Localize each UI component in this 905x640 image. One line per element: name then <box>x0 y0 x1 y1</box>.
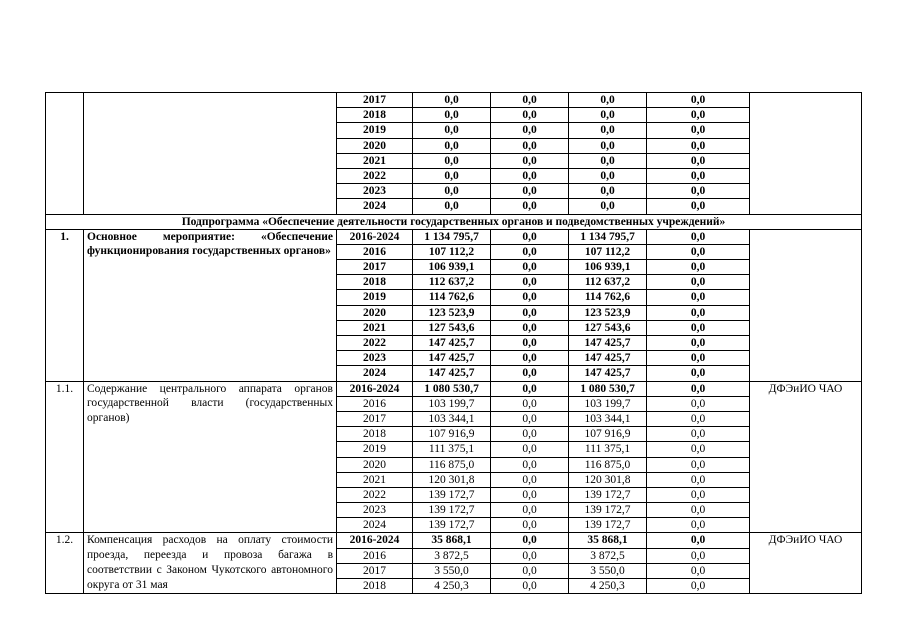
value-cell: 0,0 <box>647 244 750 259</box>
year-cell: 2023 <box>337 184 413 199</box>
value-cell: 0,0 <box>413 168 491 183</box>
value-cell: 1 080 530,7 <box>569 381 647 396</box>
executor-cell: ДФЭиИО ЧАО <box>750 381 862 533</box>
executor-cell <box>750 229 862 381</box>
index-cell <box>46 93 84 215</box>
value-cell: 0,0 <box>647 305 750 320</box>
year-cell: 2024 <box>337 199 413 214</box>
value-cell: 0,0 <box>647 93 750 108</box>
value-cell: 0,0 <box>569 168 647 183</box>
year-cell: 2024 <box>337 366 413 381</box>
value-cell: 3 872,5 <box>569 548 647 563</box>
value-cell: 0,0 <box>647 260 750 275</box>
value-cell: 0,0 <box>647 275 750 290</box>
value-cell: 0,0 <box>647 533 750 548</box>
section-title: Основное мероприятие: «Обеспечение функционирования государственных органов» <box>84 229 337 381</box>
value-cell: 0,0 <box>647 487 750 502</box>
value-cell: 0,0 <box>491 168 569 183</box>
value-cell: 0,0 <box>491 518 569 533</box>
value-cell: 0,0 <box>491 381 569 396</box>
value-cell: 0,0 <box>647 503 750 518</box>
value-cell: 0,0 <box>491 93 569 108</box>
year-cell: 2018 <box>337 108 413 123</box>
value-cell: 0,0 <box>491 351 569 366</box>
value-cell: 0,0 <box>491 366 569 381</box>
section-number: 1.1. <box>46 381 84 533</box>
value-cell: 0,0 <box>569 138 647 153</box>
value-cell: 0,0 <box>413 108 491 123</box>
value-cell: 3 550,0 <box>413 563 491 578</box>
executor-cell: ДФЭиИО ЧАО <box>750 533 862 594</box>
year-cell: 2017 <box>337 93 413 108</box>
value-cell: 0,0 <box>413 93 491 108</box>
year-cell: 2023 <box>337 351 413 366</box>
financing-table <box>45 92 862 594</box>
value-cell: 0,0 <box>491 427 569 442</box>
value-cell: 4 250,3 <box>569 579 647 594</box>
year-cell: 2021 <box>337 320 413 335</box>
value-cell: 114 762,6 <box>569 290 647 305</box>
value-cell: 0,0 <box>491 275 569 290</box>
value-cell: 107 916,9 <box>569 427 647 442</box>
value-cell: 0,0 <box>491 305 569 320</box>
value-cell: 0,0 <box>491 336 569 351</box>
section-title: Компенсация расходов на оплату стоимости проезда, переезда и провоза багажа в соответствии с Законом Чукотского автономного округа от 31 мая <box>84 533 337 594</box>
value-cell: 0,0 <box>491 442 569 457</box>
value-cell: 0,0 <box>491 244 569 259</box>
value-cell: 0,0 <box>647 472 750 487</box>
value-cell: 0,0 <box>413 199 491 214</box>
value-cell: 0,0 <box>491 123 569 138</box>
value-cell: 0,0 <box>491 457 569 472</box>
value-cell: 0,0 <box>491 199 569 214</box>
value-cell: 103 344,1 <box>569 411 647 426</box>
year-cell: 2016 <box>337 396 413 411</box>
value-cell: 123 523,9 <box>413 305 491 320</box>
description-cell <box>84 93 337 215</box>
value-cell: 139 172,7 <box>413 487 491 502</box>
year-cell: 2016 <box>337 244 413 259</box>
value-cell: 106 939,1 <box>569 260 647 275</box>
value-cell: 147 425,7 <box>569 366 647 381</box>
value-cell: 0,0 <box>413 123 491 138</box>
value-cell: 112 637,2 <box>413 275 491 290</box>
value-cell: 123 523,9 <box>569 305 647 320</box>
value-cell: 0,0 <box>647 108 750 123</box>
year-cell: 2016-2024 <box>337 381 413 396</box>
value-cell: 0,0 <box>413 184 491 199</box>
value-cell: 0,0 <box>647 123 750 138</box>
value-cell: 0,0 <box>491 563 569 578</box>
value-cell: 0,0 <box>647 563 750 578</box>
value-cell: 4 250,3 <box>413 579 491 594</box>
value-cell: 1 134 795,7 <box>569 229 647 244</box>
value-cell: 0,0 <box>491 138 569 153</box>
table-row <box>46 381 862 396</box>
year-cell: 2020 <box>337 457 413 472</box>
year-cell: 2018 <box>337 579 413 594</box>
value-cell: 111 375,1 <box>569 442 647 457</box>
value-cell: 1 134 795,7 <box>413 229 491 244</box>
year-cell: 2017 <box>337 563 413 578</box>
year-cell: 2017 <box>337 260 413 275</box>
year-cell: 2021 <box>337 153 413 168</box>
table-row <box>46 533 862 548</box>
value-cell: 139 172,7 <box>569 518 647 533</box>
value-cell: 0,0 <box>647 442 750 457</box>
value-cell: 0,0 <box>491 472 569 487</box>
year-cell: 2022 <box>337 487 413 502</box>
year-cell: 2019 <box>337 123 413 138</box>
value-cell: 0,0 <box>647 199 750 214</box>
value-cell: 0,0 <box>647 579 750 594</box>
value-cell: 147 425,7 <box>569 351 647 366</box>
value-cell: 0,0 <box>491 320 569 335</box>
value-cell: 0,0 <box>647 396 750 411</box>
value-cell: 3 872,5 <box>413 548 491 563</box>
value-cell: 0,0 <box>647 351 750 366</box>
value-cell: 0,0 <box>491 396 569 411</box>
year-cell: 2022 <box>337 336 413 351</box>
year-cell: 2022 <box>337 168 413 183</box>
value-cell: 0,0 <box>647 427 750 442</box>
value-cell: 0,0 <box>491 579 569 594</box>
value-cell: 0,0 <box>647 320 750 335</box>
value-cell: 0,0 <box>413 138 491 153</box>
value-cell: 0,0 <box>491 184 569 199</box>
value-cell: 103 344,1 <box>413 411 491 426</box>
value-cell: 0,0 <box>647 153 750 168</box>
value-cell: 0,0 <box>647 184 750 199</box>
value-cell: 139 172,7 <box>413 518 491 533</box>
value-cell: 107 916,9 <box>413 427 491 442</box>
value-cell: 120 301,8 <box>413 472 491 487</box>
table-body <box>46 93 862 594</box>
section-title: Содержание центрального аппарата органов государственной власти (государственных органов) <box>84 381 337 533</box>
subprogram-title: Подпрограмма «Обеспечение деятельности государственных органов и подведомственных учреждений» <box>46 214 862 229</box>
value-cell: 120 301,8 <box>569 472 647 487</box>
year-cell: 2024 <box>337 518 413 533</box>
value-cell: 114 762,6 <box>413 290 491 305</box>
value-cell: 107 112,2 <box>413 244 491 259</box>
value-cell: 139 172,7 <box>569 487 647 502</box>
value-cell: 147 425,7 <box>413 351 491 366</box>
value-cell: 0,0 <box>491 260 569 275</box>
section-number: 1. <box>46 229 84 381</box>
year-cell: 2019 <box>337 290 413 305</box>
value-cell: 0,0 <box>491 290 569 305</box>
value-cell: 127 543,6 <box>569 320 647 335</box>
value-cell: 0,0 <box>647 290 750 305</box>
value-cell: 116 875,0 <box>569 457 647 472</box>
value-cell: 147 425,7 <box>569 336 647 351</box>
value-cell: 0,0 <box>647 138 750 153</box>
year-cell: 2018 <box>337 427 413 442</box>
value-cell: 0,0 <box>647 548 750 563</box>
value-cell: 0,0 <box>491 503 569 518</box>
value-cell: 0,0 <box>491 411 569 426</box>
value-cell: 0,0 <box>647 168 750 183</box>
value-cell: 35 868,1 <box>569 533 647 548</box>
value-cell: 0,0 <box>491 487 569 502</box>
value-cell: 0,0 <box>647 381 750 396</box>
value-cell: 139 172,7 <box>569 503 647 518</box>
value-cell: 116 875,0 <box>413 457 491 472</box>
value-cell: 35 868,1 <box>413 533 491 548</box>
table-row <box>46 93 862 108</box>
year-cell: 2020 <box>337 138 413 153</box>
value-cell: 103 199,7 <box>569 396 647 411</box>
value-cell: 0,0 <box>569 108 647 123</box>
value-cell: 139 172,7 <box>413 503 491 518</box>
value-cell: 106 939,1 <box>413 260 491 275</box>
value-cell: 112 637,2 <box>569 275 647 290</box>
value-cell: 3 550,0 <box>569 563 647 578</box>
subprogram-row <box>46 214 862 229</box>
value-cell: 0,0 <box>569 93 647 108</box>
value-cell: 147 425,7 <box>413 336 491 351</box>
value-cell: 1 080 530,7 <box>413 381 491 396</box>
value-cell: 0,0 <box>569 153 647 168</box>
value-cell: 111 375,1 <box>413 442 491 457</box>
executor-cell <box>750 93 862 215</box>
year-cell: 2016-2024 <box>337 533 413 548</box>
year-cell: 2016 <box>337 548 413 563</box>
value-cell: 0,0 <box>569 184 647 199</box>
value-cell: 0,0 <box>647 411 750 426</box>
year-cell: 2023 <box>337 503 413 518</box>
section-number: 1.2. <box>46 533 84 594</box>
value-cell: 107 112,2 <box>569 244 647 259</box>
value-cell: 0,0 <box>491 533 569 548</box>
year-cell: 2020 <box>337 305 413 320</box>
table-row <box>46 229 862 244</box>
value-cell: 0,0 <box>647 336 750 351</box>
value-cell: 103 199,7 <box>413 396 491 411</box>
value-cell: 0,0 <box>647 229 750 244</box>
value-cell: 147 425,7 <box>413 366 491 381</box>
value-cell: 0,0 <box>647 366 750 381</box>
value-cell: 0,0 <box>569 123 647 138</box>
value-cell: 0,0 <box>491 548 569 563</box>
year-cell: 2017 <box>337 411 413 426</box>
value-cell: 0,0 <box>491 153 569 168</box>
value-cell: 0,0 <box>413 153 491 168</box>
year-cell: 2019 <box>337 442 413 457</box>
year-cell: 2018 <box>337 275 413 290</box>
year-cell: 2021 <box>337 472 413 487</box>
value-cell: 0,0 <box>647 457 750 472</box>
value-cell: 0,0 <box>491 108 569 123</box>
value-cell: 127 543,6 <box>413 320 491 335</box>
value-cell: 0,0 <box>491 229 569 244</box>
year-cell: 2016-2024 <box>337 229 413 244</box>
value-cell: 0,0 <box>569 199 647 214</box>
value-cell: 0,0 <box>647 518 750 533</box>
